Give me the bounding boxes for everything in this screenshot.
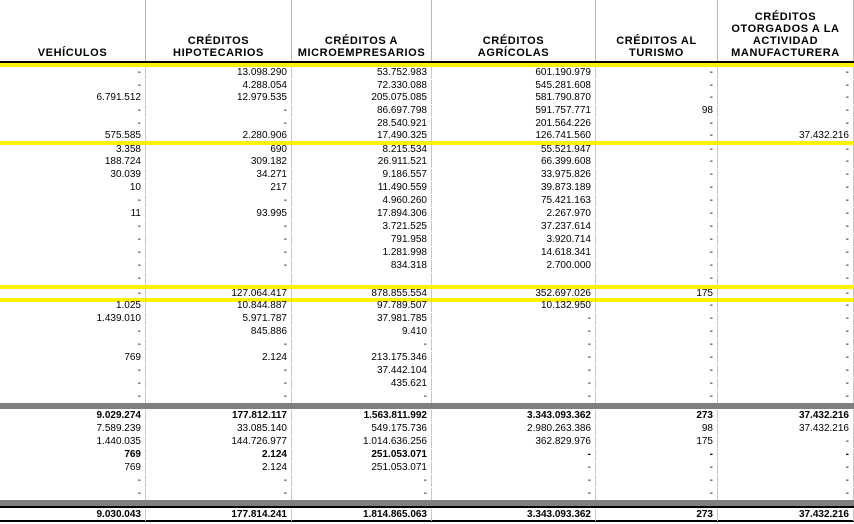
table-row: [0, 144, 854, 156]
table-cell: -: [718, 313, 854, 325]
table-cell: 175: [596, 436, 718, 448]
table-cell: 37.442.104: [292, 365, 432, 377]
table-cell: -: [0, 365, 146, 377]
table-cell: -: [596, 182, 718, 194]
table-cell: -: [292, 339, 432, 351]
table-cell: -: [596, 130, 718, 142]
table-cell: 2.280.906: [146, 130, 292, 142]
table-cell: -: [146, 391, 292, 403]
table-cell: 37.432.216: [718, 423, 854, 435]
table-cell: -: [596, 156, 718, 168]
table-cell: -: [432, 326, 596, 338]
table-cell: 9.186.557: [292, 169, 432, 181]
table-cell: -: [146, 234, 292, 246]
table-row: [0, 67, 854, 79]
table-cell: -: [0, 378, 146, 390]
table-cell: 144.726.977: [146, 436, 292, 448]
table-cell: -: [596, 391, 718, 403]
table-cell: -: [718, 339, 854, 351]
table-cell: 1.440.035: [0, 436, 146, 448]
table-cell: 1.025: [0, 300, 146, 312]
table-cell: -: [596, 365, 718, 377]
table-cell: -: [596, 260, 718, 272]
table-cell: 75.421.163: [432, 195, 596, 207]
table-cell: 28.540.921: [292, 118, 432, 130]
header-vehiculos: VEHÍCULOS: [0, 0, 146, 62]
table-cell: [432, 273, 596, 285]
table-cell: 845.886: [146, 326, 292, 338]
table-row: [0, 247, 854, 259]
table-cell: -: [146, 475, 292, 487]
table-cell: -: [718, 352, 854, 364]
table-row: [0, 475, 854, 487]
table-cell: 435.621: [292, 378, 432, 390]
table-cell: 30.039: [0, 169, 146, 181]
table-cell: 10: [0, 182, 146, 194]
table-row: [0, 195, 854, 207]
table-cell: 205.075.085: [292, 92, 432, 104]
table-cell: 273: [596, 509, 718, 521]
table-cell: 33.085.140: [146, 423, 292, 435]
table-row: [0, 288, 854, 300]
table-cell: -: [146, 118, 292, 130]
table-cell: -: [718, 326, 854, 338]
table-cell: -: [718, 80, 854, 92]
table-cell: -: [0, 221, 146, 233]
table-cell: 601.190.979: [432, 67, 596, 79]
table-row: [0, 273, 854, 285]
table-cell: 217: [146, 182, 292, 194]
table-row: [0, 260, 854, 272]
table-cell: 188.724: [0, 156, 146, 168]
table-cell: 9.029.274: [0, 410, 146, 422]
table-cell: 2.124: [146, 462, 292, 474]
table-cell: 9.030.043: [0, 509, 146, 521]
table-cell: -: [146, 105, 292, 117]
table-cell: 177.814.241: [146, 509, 292, 521]
table-cell: 1.281.998: [292, 247, 432, 259]
table-cell: -: [718, 247, 854, 259]
table-cell: 8.215.534: [292, 144, 432, 156]
table-cell: -: [718, 195, 854, 207]
table-cell: -: [596, 247, 718, 259]
table-cell: 10.844.887: [146, 300, 292, 312]
table-cell: 98: [596, 105, 718, 117]
table-cell: 251.053.071: [292, 462, 432, 474]
table-cell: -: [0, 273, 146, 285]
table-row: [0, 300, 854, 312]
table-cell: -: [596, 449, 718, 461]
table-row: [0, 423, 854, 435]
table-cell: 769: [0, 462, 146, 474]
table-cell: -: [0, 339, 146, 351]
table-cell: -: [596, 313, 718, 325]
table-cell: -: [596, 92, 718, 104]
table-cell: -: [718, 488, 854, 500]
table-cell: -: [432, 365, 596, 377]
table-cell: -: [432, 462, 596, 474]
table-cell: 72.330.088: [292, 80, 432, 92]
table-cell: -: [596, 273, 718, 285]
table-cell: -: [718, 462, 854, 474]
table-cell: 3.721.525: [292, 221, 432, 233]
table-cell: 37.432.216: [718, 509, 854, 521]
table-cell: -: [718, 118, 854, 130]
table-cell: 13.098.290: [146, 67, 292, 79]
table-row: [0, 156, 854, 168]
table-cell: 878.855.554: [292, 288, 432, 300]
table-cell: 2.124: [146, 449, 292, 461]
table-cell: 2.267.970: [432, 208, 596, 220]
table-cell: 1.563.811.992: [292, 410, 432, 422]
table-cell: 12.979.535: [146, 92, 292, 104]
table-cell: 11.490.559: [292, 182, 432, 194]
table-cell: -: [596, 339, 718, 351]
header-creditos-agricolas: CRÉDITOS AGRÍCOLAS: [432, 0, 596, 62]
table-cell: -: [718, 436, 854, 448]
table-row: [0, 221, 854, 233]
table-cell: 549.175.736: [292, 423, 432, 435]
table-row: [0, 208, 854, 220]
table-row: [0, 326, 854, 338]
total-row: [0, 449, 854, 461]
table-cell: 769: [0, 449, 146, 461]
table-cell: -: [718, 449, 854, 461]
header-creditos-hipotecarios: CRÉDITOS HIPOTECARIOS: [146, 0, 292, 62]
table-cell: 11: [0, 208, 146, 220]
table-row: [0, 234, 854, 246]
table-cell: 33.975.826: [432, 169, 596, 181]
table-cell: -: [718, 391, 854, 403]
table-cell: 127.064.417: [146, 288, 292, 300]
table-cell: -: [596, 352, 718, 364]
table-cell: -: [718, 260, 854, 272]
table-cell: -: [718, 221, 854, 233]
table-cell: 690: [146, 144, 292, 156]
table-cell: -: [596, 488, 718, 500]
table-cell: 5.971.787: [146, 313, 292, 325]
table-cell: -: [596, 67, 718, 79]
table-cell: 175: [596, 288, 718, 300]
table-cell: 834.318: [292, 260, 432, 272]
table-cell: 37.432.216: [718, 410, 854, 422]
total-divider: [0, 506, 854, 508]
table-cell: 791.958: [292, 234, 432, 246]
table-cell: 66.399.608: [432, 156, 596, 168]
table-cell: -: [146, 195, 292, 207]
table-cell: 55.521.947: [432, 144, 596, 156]
table-cell: 251.053.071: [292, 449, 432, 461]
table-cell: 37.237.614: [432, 221, 596, 233]
table-cell: 14.618.341: [432, 247, 596, 259]
table-cell: [292, 273, 432, 285]
table-row: [0, 313, 854, 325]
table-row: [0, 352, 854, 364]
table-cell: -: [718, 105, 854, 117]
table-cell: 2.700.000: [432, 260, 596, 272]
table-cell: -: [0, 67, 146, 79]
table-cell: -: [292, 488, 432, 500]
table-row: [0, 92, 854, 104]
table-cell: -: [596, 169, 718, 181]
table-cell: 581.790.870: [432, 92, 596, 104]
table-header: [0, 0, 854, 62]
table-cell: 98: [596, 423, 718, 435]
table-cell: -: [718, 378, 854, 390]
table-cell: -: [596, 378, 718, 390]
table-cell: -: [146, 247, 292, 259]
table-row: [0, 391, 854, 403]
table-cell: -: [718, 273, 854, 285]
table-cell: -: [718, 156, 854, 168]
table-cell: 352.697.026: [432, 288, 596, 300]
table-cell: 3.358: [0, 144, 146, 156]
table-cell: -: [718, 144, 854, 156]
table-cell: 2.980.263.386: [432, 423, 596, 435]
table-cell: -: [596, 462, 718, 474]
table-row: [0, 182, 854, 194]
table-cell: 545.281.608: [432, 80, 596, 92]
table-cell: -: [432, 352, 596, 364]
table-cell: 1.814.865.063: [292, 509, 432, 521]
table-cell: 2.124: [146, 352, 292, 364]
total-row: [0, 410, 854, 422]
table-row: [0, 436, 854, 448]
table-cell: -: [432, 378, 596, 390]
table-cell: 4.288.054: [146, 80, 292, 92]
table-cell: -: [596, 300, 718, 312]
table-row: [0, 105, 854, 117]
table-row: [0, 488, 854, 500]
header-creditos-manufacturera: CRÉDITOS OTORGADOS A LA ACTIVIDAD MANUFACTURERA: [718, 0, 854, 62]
table-cell: -: [0, 475, 146, 487]
table-cell: 213.175.346: [292, 352, 432, 364]
table-row: [0, 118, 854, 130]
table-cell: -: [0, 247, 146, 259]
table-cell: -: [596, 80, 718, 92]
table-cell: -: [432, 313, 596, 325]
table-row: [0, 80, 854, 92]
table-cell: -: [0, 80, 146, 92]
table-cell: 86.697.798: [292, 105, 432, 117]
table-cell: -: [596, 144, 718, 156]
table-cell: -: [0, 118, 146, 130]
table-cell: 10.132.950: [432, 300, 596, 312]
table-row: [0, 365, 854, 377]
table-cell: -: [146, 365, 292, 377]
table-cell: -: [718, 365, 854, 377]
table-cell: 126.741.560: [432, 130, 596, 142]
table-cell: 362.829.976: [432, 436, 596, 448]
table-cell: 575.585: [0, 130, 146, 142]
section-divider: [0, 403, 854, 409]
table-cell: -: [0, 288, 146, 300]
table-cell: -: [146, 378, 292, 390]
table-cell: 769: [0, 352, 146, 364]
table-cell: -: [0, 195, 146, 207]
table-cell: -: [718, 67, 854, 79]
table-cell: -: [596, 118, 718, 130]
table-cell: -: [432, 449, 596, 461]
total-row: [0, 509, 854, 521]
table-cell: -: [0, 234, 146, 246]
table-cell: 3.343.093.362: [432, 410, 596, 422]
table-cell: -: [596, 475, 718, 487]
table-cell: 309.182: [146, 156, 292, 168]
table-row: [0, 169, 854, 181]
table-cell: -: [146, 339, 292, 351]
table-cell: 17.894.306: [292, 208, 432, 220]
table-cell: 177.812.117: [146, 410, 292, 422]
table-cell: 93.995: [146, 208, 292, 220]
table-cell: 3.920.714: [432, 234, 596, 246]
header-creditos-microempresarios: CRÉDITOS A MICROEMPRESARIOS: [292, 0, 432, 62]
table-cell: 1.439.010: [0, 313, 146, 325]
table-row: [0, 462, 854, 474]
table-cell: 591.757.771: [432, 105, 596, 117]
table-cell: 37.432.216: [718, 130, 854, 142]
table-cell: -: [718, 288, 854, 300]
table-row: [0, 339, 854, 351]
table-cell: [146, 273, 292, 285]
table-cell: -: [718, 300, 854, 312]
table-cell: 26.911.521: [292, 156, 432, 168]
table-cell: -: [718, 234, 854, 246]
table-cell: -: [718, 208, 854, 220]
table-cell: 17.490.325: [292, 130, 432, 142]
table-cell: -: [596, 208, 718, 220]
table-cell: -: [718, 182, 854, 194]
table-cell: -: [292, 475, 432, 487]
table-cell: -: [718, 169, 854, 181]
table-cell: 9.410: [292, 326, 432, 338]
table-cell: 4.960.260: [292, 195, 432, 207]
table-cell: -: [718, 92, 854, 104]
table-cell: -: [146, 488, 292, 500]
table-cell: 201.564.226: [432, 118, 596, 130]
table-cell: -: [0, 105, 146, 117]
table-cell: -: [292, 391, 432, 403]
table-cell: 53.752.983: [292, 67, 432, 79]
table-cell: -: [146, 221, 292, 233]
table-cell: -: [0, 326, 146, 338]
table-cell: 6.791.512: [0, 92, 146, 104]
table-row: [0, 130, 854, 142]
table-cell: -: [432, 391, 596, 403]
table-cell: -: [432, 488, 596, 500]
table-cell: 97.789.507: [292, 300, 432, 312]
table-cell: 1.014.636.256: [292, 436, 432, 448]
table-cell: 37.981.785: [292, 313, 432, 325]
table-cell: -: [596, 195, 718, 207]
table-cell: -: [596, 234, 718, 246]
table-cell: -: [0, 488, 146, 500]
table-cell: -: [0, 391, 146, 403]
table-cell: -: [432, 339, 596, 351]
table-cell: -: [718, 475, 854, 487]
table-cell: -: [432, 475, 596, 487]
table-cell: -: [596, 326, 718, 338]
table-cell: -: [0, 260, 146, 272]
table-cell: 39.873.189: [432, 182, 596, 194]
table-cell: 34.271: [146, 169, 292, 181]
table-cell: 7.589.239: [0, 423, 146, 435]
table-cell: -: [146, 260, 292, 272]
table-cell: 273: [596, 410, 718, 422]
table-row: [0, 378, 854, 390]
table-cell: 3.343.093.362: [432, 509, 596, 521]
header-creditos-turismo: CRÉDITOS AL TURISMO: [596, 0, 718, 62]
table-cell: -: [596, 221, 718, 233]
